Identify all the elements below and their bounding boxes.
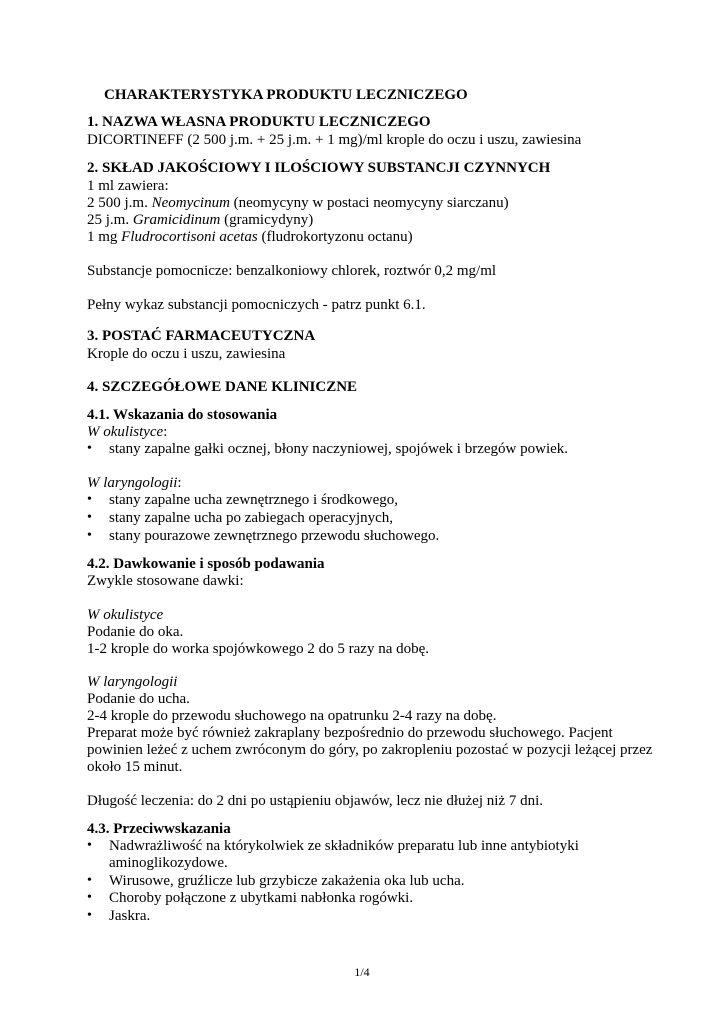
list-item: Jaskra.	[109, 908, 151, 924]
ingredient-latin-name: Gramicidinum	[132, 212, 221, 228]
page-number: 1/4	[354, 965, 370, 979]
ophthalmology-route: Podanie do oka.	[87, 624, 184, 640]
full-excipient-list-line: Pełny wykaz substancji pomocniczych - patrz punkt 6.1.	[87, 297, 426, 313]
ingredient-dose: 2 500 j.m.	[87, 195, 152, 211]
section-4-1-heading: 4.1. Wskazania do stosowania	[87, 407, 278, 423]
laryngology-paragraph-line-3: około 15 minut.	[87, 759, 183, 775]
section-4-3-heading: 4.3. Przeciwwskazania	[87, 821, 231, 837]
label-colon: :	[177, 475, 182, 491]
ophthalmology-label	[87, 423, 167, 441]
section-3-heading: 3. POSTAĆ FARMACEUTYCZNA	[87, 328, 316, 344]
ingredient-neomycin	[87, 194, 509, 212]
laryngology-route: Podanie do ucha.	[87, 691, 190, 707]
ophthalmology-label: W okulistyce	[87, 607, 164, 623]
treatment-duration: Długość leczenia: do 2 dni po ustąpieniu objawów, lecz nie dłużej niż 7 dni.	[87, 793, 543, 809]
usual-doses-line: Zwykle stosowane dawki:	[87, 573, 244, 589]
bullet-icon: •	[87, 492, 92, 507]
pharmaceutical-form: Krople do oczu i uszu, zawiesina	[87, 346, 286, 362]
laryngology-paragraph-line-2: powinien leżeć z uchem zwróconym do góry, po zakropleniu pozostać w pozycji leżącej przez	[87, 742, 653, 758]
section-4-2-heading: 4.2. Dawkowanie i sposób podawania	[87, 556, 325, 572]
laryngology-label-text: W laryngologii	[87, 475, 178, 491]
label-colon: :	[163, 424, 168, 440]
bullet-icon: •	[87, 528, 92, 543]
laryngology-paragraph-line-1: Preparat może być również zakraplany bezpośrednio do przewodu słuchowego. Pacjent	[87, 725, 613, 741]
list-item-continuation: aminoglikozydowe.	[109, 855, 228, 871]
product-name: DICORTINEFF (2 500 j.m. + 25 j.m. + 1 mg)/ml krople do oczu i uszu, zawiesina	[87, 132, 582, 148]
ophthalmology-dose: 1-2 krople do worka spojówkowego 2 do 5 razy na dobę.	[87, 641, 430, 657]
ingredient-description: (neomycyny w postaci neomycyny siarczanu)	[229, 195, 509, 211]
bullet-icon: •	[87, 908, 92, 923]
list-item: Choroby połączone z ubytkami nabłonka rogówki.	[109, 890, 414, 906]
bullet-icon: •	[87, 510, 92, 525]
ophthalmology-label-text: W okulistyce	[87, 424, 164, 440]
excipients-line: Substancje pomocnicze: benzalkoniowy chlorek, roztwór 0,2 mg/ml	[87, 263, 497, 279]
section-1-heading: 1. NAZWA WŁASNA PRODUKTU LECZNICZEGO	[87, 114, 431, 130]
ingredient-gramicidin	[87, 211, 313, 229]
laryngology-dose: 2-4 krople do przewodu słuchowego na opatrunku 2-4 razy na dobę.	[87, 708, 497, 724]
bullet-icon: •	[87, 441, 92, 456]
bullet-icon: •	[87, 838, 92, 853]
bullet-icon: •	[87, 873, 92, 888]
ingredient-description: (fludrokortyzonu octanu)	[257, 229, 413, 245]
contains-line: 1 ml zawiera:	[87, 178, 169, 194]
list-item: stany pourazowe zewnętrznego przewodu słuchowego.	[109, 528, 440, 544]
list-item: Nadwrażliwość na którykolwiek ze składników preparatu lub inne antybiotyki	[109, 838, 579, 854]
list-item: stany zapalne ucha po zabiegach operacyjnych,	[109, 510, 394, 526]
list-item: stany zapalne ucha zewnętrznego i środkowego,	[109, 492, 399, 508]
ingredient-fludrocortisone	[87, 228, 413, 246]
section-4-heading: 4. SZCZEGÓŁOWE DANE KLINICZNE	[87, 379, 358, 395]
ingredient-dose: 1 mg	[87, 229, 122, 245]
ingredient-description: (gramicydyny)	[220, 212, 314, 228]
laryngology-label	[87, 474, 182, 492]
ingredient-latin-name: Fludrocortisoni acetas	[121, 229, 258, 245]
list-item: Wirusowe, gruźlicze lub grzybicze zakażenia oka lub ucha.	[109, 873, 465, 889]
ingredient-latin-name: Neomycinum	[151, 195, 230, 211]
bullet-icon: •	[87, 890, 92, 905]
ingredient-dose: 25 j.m.	[87, 212, 133, 228]
section-2-heading: 2. SKŁAD JAKOŚCIOWY I ILOŚCIOWY SUBSTANCJI CZYNNYCH	[87, 160, 551, 176]
laryngology-label: W laryngologii	[87, 674, 178, 690]
document-title: CHARAKTERYSTYKA PRODUKTU LECZNICZEGO	[104, 87, 468, 103]
list-item: stany zapalne gałki ocznej, błony naczyniowej, spojówek i brzegów powiek.	[109, 441, 569, 457]
